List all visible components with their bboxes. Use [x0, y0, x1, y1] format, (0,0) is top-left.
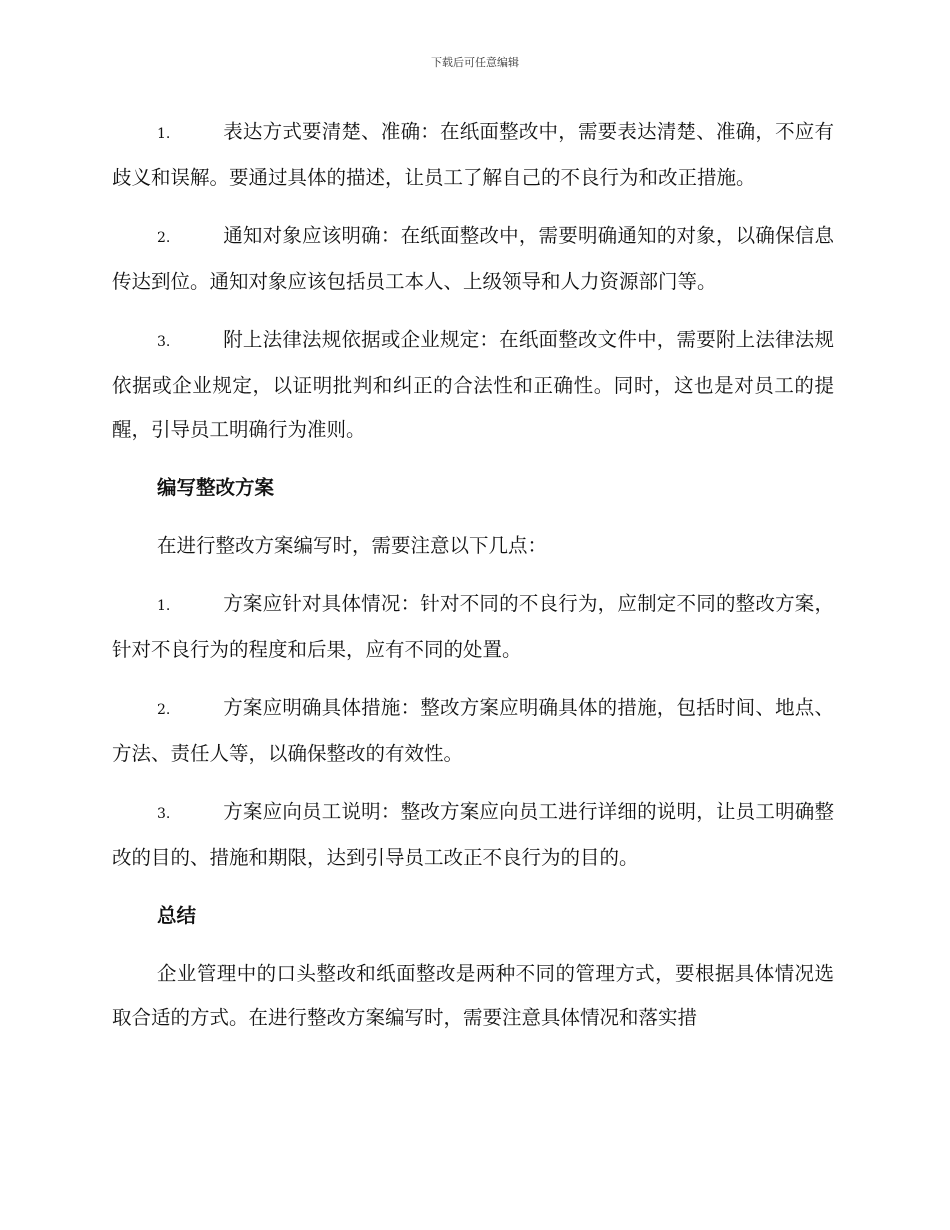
list-number: 3.: [157, 334, 171, 350]
list-item: [112, 214, 834, 304]
summary-paragraph: 企业管理中的口头整改和纸面整改是两种不同的管理方式，要根据具体情况选取合适的方式。在进行整改方案编写时，需要注意具体情况和落实措: [112, 962, 834, 1029]
list-text: 方案应向员工说明：整改方案应向员工进行详细的说明，让员工明确整改的目的、措施和期限，达到引导员工改正不良行为的目的。: [112, 800, 834, 869]
list-item: [112, 110, 834, 200]
section-heading: 总结: [157, 904, 197, 927]
list-text: 通知对象应该明确：在纸面整改中，需要明确通知的对象，以确保信息传达到位。通知对象应该包括员工本人、上级领导和人力资源部门等。: [112, 224, 834, 293]
list-text: 表达方式要清楚、准确：在纸面整改中，需要表达清楚、准确，不应有歧义和误解。要通过具体的描述，让员工了解自己的不良行为和改正措施。: [112, 120, 834, 189]
list-number: 2.: [157, 230, 171, 246]
list-item: [112, 790, 834, 880]
list-text: 方案应针对具体情况：针对不同的不良行为，应制定不同的整改方案，针对不良行为的程度和后果，应有不同的处置。: [112, 592, 834, 661]
list-number: 1.: [157, 126, 171, 142]
list-item: [112, 686, 834, 776]
intro-paragraph: 在进行整改方案编写时，需要注意以下几点：: [157, 534, 548, 557]
section-heading: 编写整改方案: [157, 476, 275, 499]
list-number: 1.: [157, 598, 171, 614]
list-text: 方案应明确具体措施：整改方案应明确具体的措施，包括时间、地点、方法、责任人等，以确保整改的有效性。: [112, 696, 834, 765]
list-number: 3.: [157, 806, 171, 822]
list-item: [112, 582, 834, 672]
page-header: 下载后可任意编辑: [431, 56, 519, 69]
list-item: [112, 318, 834, 452]
list-text: 附上法律法规依据或企业规定：在纸面整改文件中，需要附上法律法规依据或企业规定，以证明批判和纠正的合法性和正确性。同时，这也是对员工的提醒，引导员工明确行为准则。: [112, 328, 834, 441]
list-number: 2.: [157, 702, 171, 718]
document-body: [112, 110, 834, 1054]
